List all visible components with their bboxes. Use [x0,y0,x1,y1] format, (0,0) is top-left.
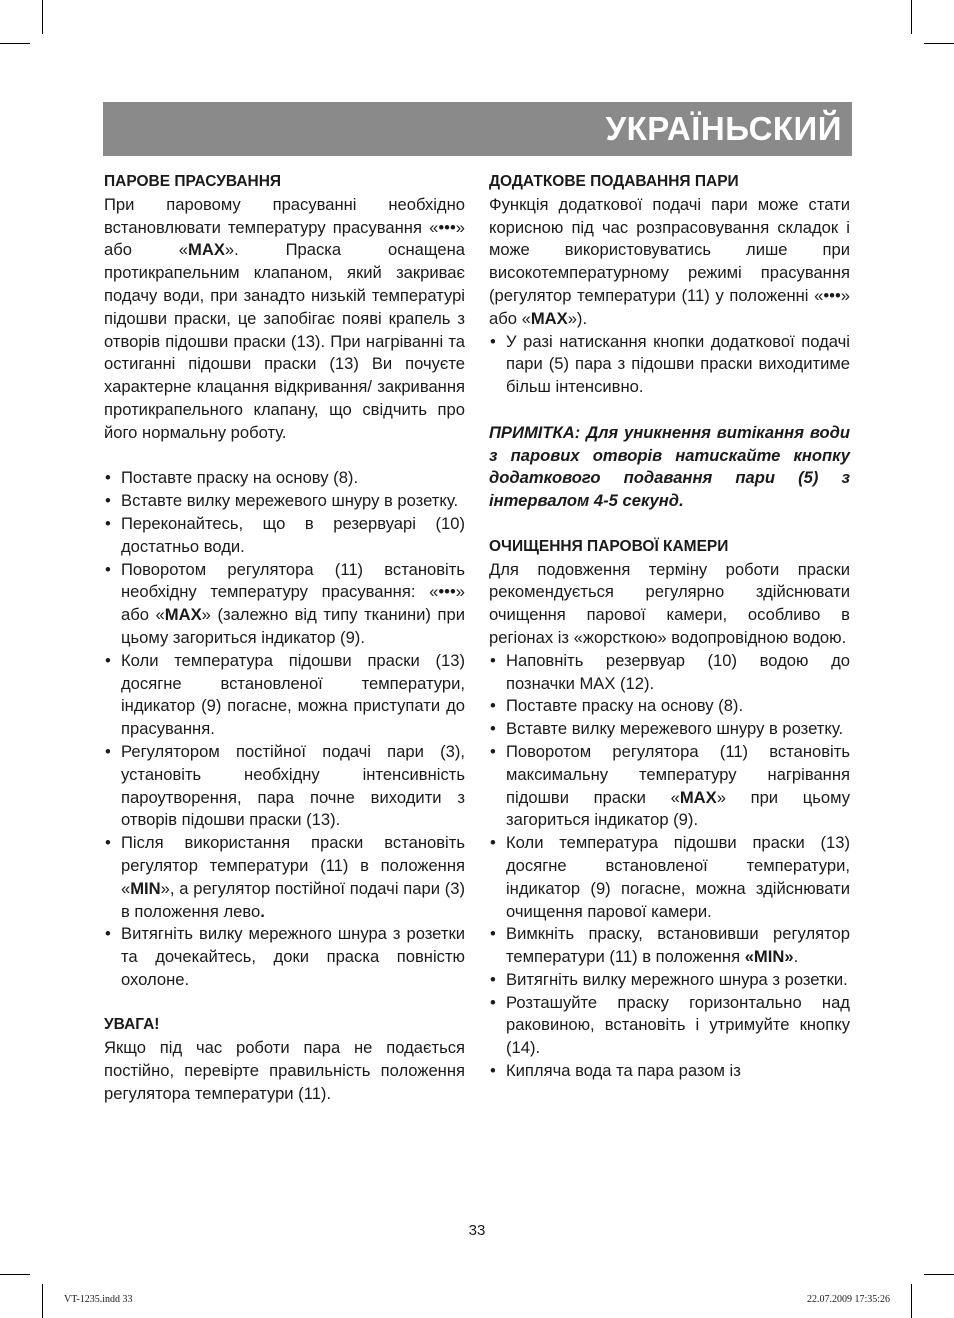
language-header-bar [103,102,852,156]
warning-text: Якщо під час роботи пара не подається постійно, перевірте правильність положення регулятора температури (11). [104,1038,465,1103]
left-column [104,171,465,1106]
crop-mark [924,1274,954,1275]
list-item: • Коли температура підошви праски (13) досягне встановленої температури, індикатор (9) погасне, можна здійснювати очищення парової камери. [489,832,850,923]
list-item: • Регулятором постійної подачі пари (3), установіть необхідну інтенсивність пароутворення, пара почне виходити з отворів підошви праски (13). [104,741,465,832]
warning-title: УВАГА! [104,1016,160,1034]
page-number: 33 [468,1222,486,1239]
section-title-steam-ironing: ПАРОВЕ ПРАСУВАННЯ [104,173,282,190]
list-item: • Вставте вилку мережевого шнуру в розетку. [104,490,465,513]
cleaning-paragraph: Для подовження терміну роботи праски рекомендується регулярно здійснювати очищення парової камери, особливо в регіонах із «жорсткою» водопровідною водою. [489,559,850,647]
list-item: • Поворотом регулятора (11) встановіть максимальну температуру нагрівання підошви праски «MAX» при цьому загориться індикатор (9). [489,741,850,832]
footer-file-info: VT-1235.indd 33 [64,1294,133,1305]
list-item: • Поставте праску на основу (8). [489,695,850,718]
crop-mark [924,43,954,44]
footer-timestamp: 22.07.2009 17:35:26 [806,1294,890,1305]
crop-mark [42,1284,43,1318]
list-item: • Вимкніть праску, встановивши регулятор температури (11) в положення «MIN». [489,923,850,969]
list-item: • Вставте вилку мережевого шнуру в розетку. [489,718,850,741]
crop-mark [0,43,30,44]
crop-mark [0,1274,30,1275]
language-title: УКРАЇНЬСКИЙ [605,110,842,147]
crop-mark [911,1284,912,1318]
list-item: • Витягніть вилку мережного шнура з розетки та дочекайтесь, доки праска повністю охолоне. [104,923,465,991]
right-column [489,171,850,1083]
steam-ironing-paragraph: При паровому прасуванні необхідно встановлювати температуру прасування «•••» або «MAX». Праска оснащена протикрапельним клапаном, який закриває подачу води, при занадто низькій температурі підошви праски, це запобігає появі крапель з отворів підошви праски (13). При нагріванні та остиганні підошви праски (13) Ви почуєте характерне клацання відкривання/ закривання протикрапельного клапану, що свідчить про його нормальну роботу. [104,194,465,442]
note-text: ПРИМІТКА: Для уникнення витікання води з парових отворів натискайте кнопку додаткового подавання пари (5) з інтервалом 4-5 секунд. [489,422,850,511]
cleaning-steps [489,650,850,1083]
list-item: • Кипляча вода та пара разом із [489,1060,850,1083]
section-title-chamber-cleaning: ОЧИЩЕННЯ ПАРОВОЇ КАМЕРИ [489,537,729,555]
section-title-extra-steam: ДОДАТКОВЕ ПОДАВАННЯ ПАРИ [489,173,739,190]
list-item: • У разі натискання кнопки додаткової подачі пари (5) пара з підошви праски виходитиме більш інтенсивно. [489,331,850,399]
extra-steam-steps [489,331,850,399]
list-item: • Коли температура підошви праски (13) досягне встановленої температури, індикатор (9) погасне, можна приступати до прасування. [104,650,465,741]
list-item: • Переконайтесь, що в резервуарі (10) достатньо води. [104,513,465,559]
list-item: • Витягніть вилку мережного шнура з розетки. [489,969,850,992]
list-item: • Після використання праски встановіть регулятор температури (11) в положення «MIN», а регулятор постійної подачі пари (3) в положення лево. [104,832,465,923]
crop-mark [911,0,912,34]
steam-ironing-steps [104,467,465,991]
list-item: • Розташуйте праску горизонтально над раковиною, встановіть і утримуйте кнопку (14). [489,992,850,1060]
list-item: • Поворотом регулятора (11) встановіть необхідну температуру прасування: «•••» або «MAX» (залежно від типу тканини) при цьому загориться індикатор (9). [104,559,465,650]
crop-mark [42,0,43,34]
list-item: • Наповніть резервуар (10) водою до позначки MAX (12). [489,650,850,696]
list-item: • Поставте праску на основу (8). [104,467,465,490]
extra-steam-paragraph: Функція додаткової подачі пари може стати корисною під час розпрасовування складок і може використовуватись лише при високотемпературному режимі прасування (регулятор температури (11) у положенні «•••» або «MAX»). [489,194,850,328]
